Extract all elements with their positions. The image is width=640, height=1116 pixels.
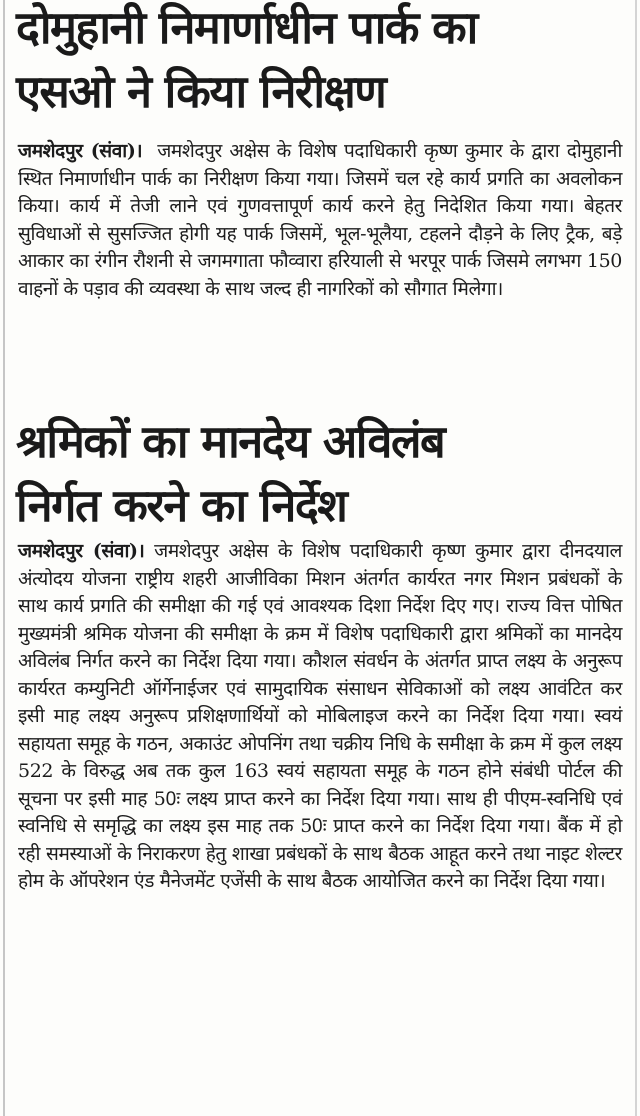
article-1-dateline: जमशेदपुर (संवा)।: [18, 140, 143, 162]
article-2-dateline: जमशेदपुर (संवा)।: [18, 540, 145, 562]
article-1-headline: [16, 0, 626, 124]
article-2-headline: [16, 410, 626, 538]
article-1-headline-line-1: दोमुहानी निमार्णाधीन पार्क का: [16, 1, 477, 54]
article-1-headline-line-2: एसओ ने किया निरीक्षण: [16, 65, 386, 118]
article-2-headline-line-2: निर्गत करने का निर्देश: [16, 479, 347, 532]
article-2-headline-line-1: श्रमिकों का मानदेय अविलंब: [16, 415, 445, 468]
article-1-body-text: जमशेदपुर अक्षेस के विशेष पदाधिकारी कृष्ण कुमार के द्वारा दोमुहानी स्थित निमार्णाधीन पार्क का निरीक्षण किया गया। जिसमें चल रहे कार्य प्रगति का अवलोकन किया। कार्य में तेजी लाने एवं गुणवत्तापूर्ण कार्य करने हेतु निदेशित किया गया। बेहतर सुविधाओं से सुसज्जित होगी यह पार्क जिसमें, भूल-भूलैया, टहलने दौड़ने के लिए ट्रैक, बड़े आकार का रंगीन रौशनी से जगमगाता फौव्वारा हरियाली से भरपूर पार्क जिसमे लगभग 150 वाहनों के पड़ाव की व्यवस्था के साथ जल्द ही नागरिकों को सौगात मिलेगा।: [18, 140, 622, 300]
article-2-body: [18, 538, 622, 896]
clipping-right-border: [635, 0, 637, 1116]
article-2-body-text: जमशेदपुर अक्षेस के विशेष पदाधिकारी कृष्ण कुमार द्वारा दीनदयाल अंत्योदय योजना राष्ट्रीय शहरी आजीविका मिशन अंतर्गत कार्यरत नगर मिशन प्रबंधकों के साथ कार्य प्रगति की समीक्षा की गई एवं आवश्यक दिशा निर्देश दिए गए। राज्य वित्त पोषित मुख्यमंत्री श्रमिक योजना की समीक्षा के क्रम में विशेष पदाधिकारी द्वारा श्रमिकों का मानदेय अविलंब निर्गत करने का निर्देश दिया गया। कौशल संवर्धन के अंतर्गत प्राप्त लक्ष्य के अनुरूप कार्यरत कम्युनिटी ऑर्गेनाईजर एवं सामुदायिक संसाधन सेविकाओं को लक्ष्य आवंटित कर इसी माह लक्ष्य अनुरूप प्रशिक्षणार्थियों को मोबिलाइज करने का निर्देश दिया गया। स्वयं सहायता समूह के गठन, अकाउंट ओपनिंग तथा चक्रीय निधि के समीक्षा के क्रम में कुल लक्ष्य 522 के विरुद्ध अब तक कुल 163 स्वयं सहायता समूह के गठन होने संबंधी पोर्टल की सूचना पर इसी माह 50ः लक्ष्य प्राप्त करने का निर्देश दिया गया। साथ ही पीएम-स्वनिधि एवं स्वनिधि से समृद्धि का लक्ष्य इस माह तक 50ः प्राप्त करने का निर्देश दिया गया। बैंक में हो रही समस्याओं के निराकरण हेतु शाखा प्रबंधकों के साथ बैठक आहूत करने तथा नाइट शेल्टर होम के ऑपरेशन एंड मैनेजमेंट एजेंसी के साथ बैठक आयोजित करने का निर्देश दिया गया।: [18, 540, 622, 892]
article-1-body: [18, 138, 622, 303]
clipping-left-border: [3, 0, 5, 1116]
